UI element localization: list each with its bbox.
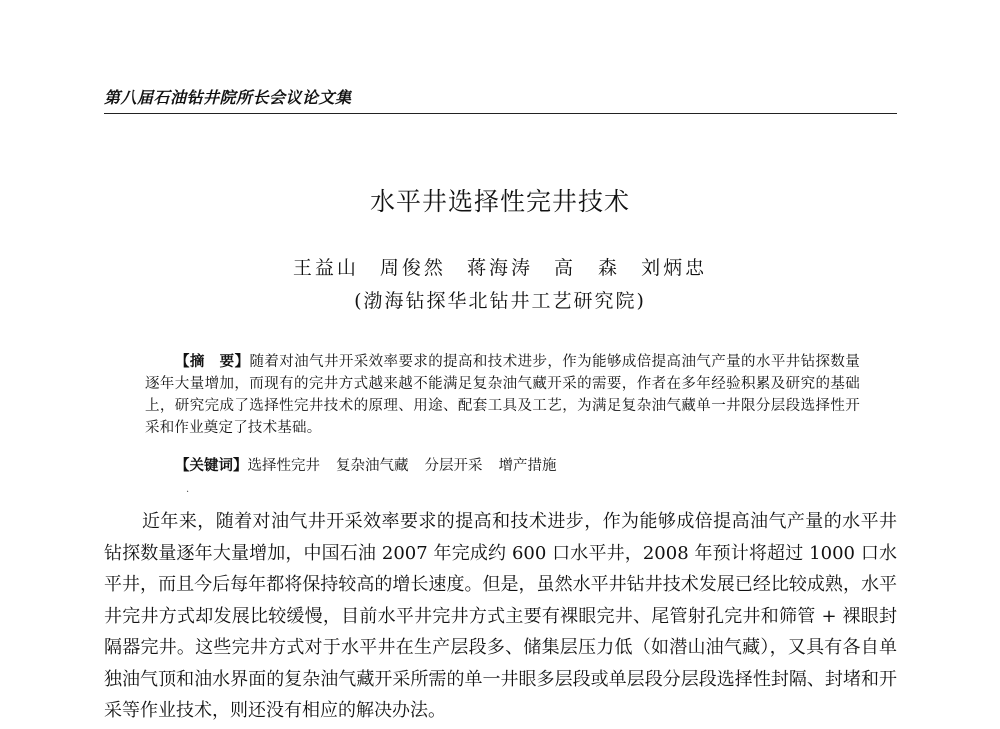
abstract — [145, 351, 860, 439]
author-name: 王益山 — [292, 257, 359, 279]
keywords-label: 【关键词】 — [175, 458, 248, 474]
author-name: 刘炳忠 — [641, 257, 708, 279]
author-affiliation: (渤海钻探华北钻井工艺研究院) — [354, 290, 646, 312]
abstract-text: 随着对油气井开采效率要求的提高和技术进步，作为能够成倍提高油气产量的水平井钻探数量逐年大量增加，而现有的完井方式越来越不能满足复杂油气藏开采的需要，作者在多年经验积累及研究的基础上，研究完成了选择性完井技术的原理、用途、配套工具及工艺，为满足复杂油气藏单一井限分层段选择性开采和作业奠定了技术基础。 — [145, 354, 860, 436]
author-list — [0, 253, 1000, 280]
author-name: 蒋海涛 — [466, 257, 533, 279]
keywords — [175, 455, 573, 477]
keyword: 分层开采 — [424, 458, 483, 474]
keyword: 选择性完井 — [247, 458, 320, 474]
header-rule — [104, 113, 897, 114]
body-paragraph: 近年来，随着对油气井开采效率要求的提高和技术进步，作为能够成倍提高油气产量的水平井钻探数量逐年大量增加，中国石油 2007 年完成约 600 口水平井，2008 年预计将超过 1000 口水平井，而且今后每年都将保持较高的增长速度。但是，虽然水平井钻井技术发展已经比较成熟，水平井完井方式却发展比较缓慢，目前水平井完井方式主要有裸眼完井、尾管射孔完井和筛管 + 裸眼封隔器完井。这些完井方式对于水平井在生产层段多、储集层压力低（如潜山油气藏），又具有各自单独油气顶和油水界面的复杂油气藏开采所需的单一井眼多层段或单层段分层段选择性封隔、封堵和开采等作业技术，则还没有相应的解决办法。 — [104, 511, 897, 721]
abstract-label: 【摘 要】 — [175, 354, 250, 370]
paper-title: 水平井选择性完井技术 — [369, 187, 630, 216]
author-name: 高 森 — [554, 257, 621, 279]
author-name: 周俊然 — [379, 257, 446, 279]
keyword: 复杂油气藏 — [336, 458, 409, 474]
keyword: 增产措施 — [498, 458, 557, 474]
running-header: 第八届石油钻井院所长会议论文集 — [104, 88, 352, 107]
scan-artifact: · — [186, 487, 190, 498]
